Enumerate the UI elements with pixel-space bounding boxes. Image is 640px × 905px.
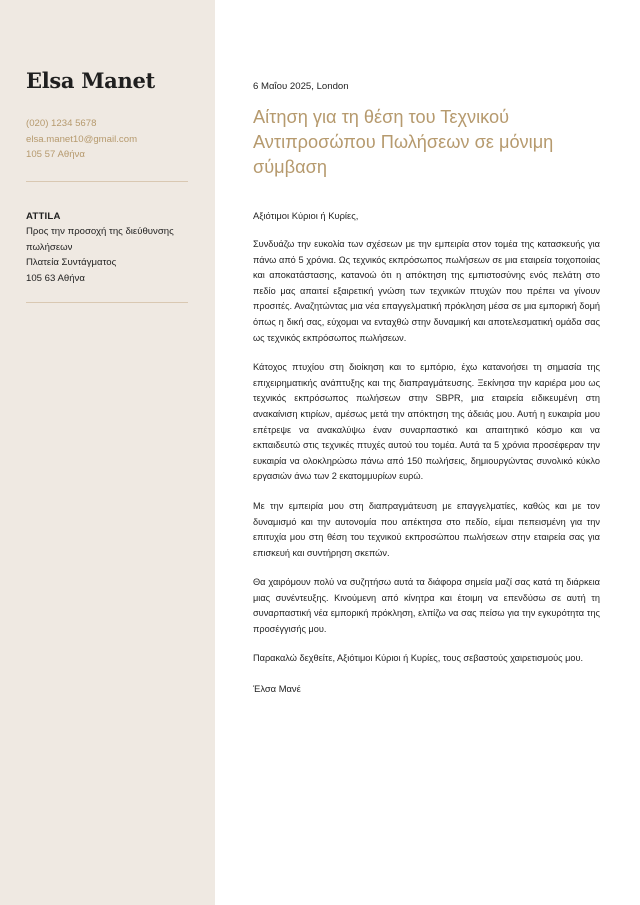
- recipient-name: ATTILA: [26, 210, 61, 222]
- salutation: Αξιότιμοι Κύριοι ή Κυρίες,: [253, 210, 359, 221]
- sidebar-divider-top: [26, 181, 188, 182]
- sidebar: [0, 0, 215, 905]
- paragraph-interview: Θα χαιρόμουν πολύ να συζητήσω αυτά τα διάφορα σημεία μαζί σας κατά τη διάρκεια μιας συνέντευξης. Κινούμενη από κίνητρα και έτοιμη να επενδύσω σε αυτή τη συναρπαστική νέα εμπορική πρόκληση, ελπίζω να σας πείσω για την εγκυρότητα της προσέγγισής μου.: [253, 577, 600, 635]
- sender-address: 105 57 Αθήνα: [26, 149, 85, 160]
- letter-subject: Αίτηση για τη θέση του Τεχνικού Αντιπροσώπου Πωλήσεων σε μόνιμη σύμβαση: [253, 107, 554, 177]
- letter-body: [215, 0, 640, 905]
- recipient-city: 105 63 Αθήνα: [26, 272, 85, 284]
- sender-email: elsa.manet10@gmail.com: [26, 133, 138, 145]
- paragraph-motivation: Με την εμπειρία μου στη διαπραγμάτευση με επαγγελματίες, καθώς και με τον δυναμισμό και την αυτονομία που απέκτησα στο πεδίο, είμαι πεπεισμένη για την επιτυχία μου στη θέση του τεχνικού εκπροσώπου πωλήσεων στην εταιρεία σας για επισκευή και συντήρηση σκεπών.: [253, 500, 600, 558]
- recipient-attention: Προς την προσοχή της διεύθυνσης πωλήσεων: [26, 226, 174, 253]
- sender-phone: (020) 1234 5678: [26, 118, 97, 129]
- signature: Έλσα Μανέ: [253, 683, 301, 695]
- paragraph-experience: Κάτοχος πτυχίου στη διοίκηση και το εμπόριο, έχω κατανοήσει τη σημασία της επιχειρηματικής ανάπτυξης και της διαπραγμάτευσης. Ξεκίνησα την καριέρα μου ως τεχνικός εκπρόσωπος πωλήσεων στην SBPR, μια εταιρεία ειδικευμένη στη ανακαίνιση κτιρίων, αμέσως μετά την απόκτηση της άδειάς μου. Αυτή η ευκαιρία μου επέτρεψε να ανακαλύψω έναν συναρπαστικό και απαιτητικό κόσμο και να εκπαιδευτώ στις τεχνικές πτυχές αυτού του τομέα. Αυτά τα 5 χρόνια προσέφεραν την ευκαιρία να ολοκληρώσω πάνω από 150 πωλήσεις, δημιουργώντας συνολικό κύκλο εργασιών άνω των 2 εκατομμυρίων ευρώ.: [253, 362, 600, 482]
- recipient-street: Πλατεία Συντάγματος: [26, 257, 117, 269]
- sender-name: Elsa Manet: [26, 68, 155, 93]
- recipient-block: [26, 209, 191, 287]
- sidebar-divider-bottom: [26, 302, 188, 303]
- paragraph-intro: Συνδυάζω την ευκολία των σχέσεων με την εμπειρία στον τομέα της κατασκευής για πάνω από 5 χρόνια. Ως τεχνικός εκπρόσωπος πωλήσεων σε μια εταιρεία τοιχοποιίας και αποκατάστασης, κατανοώ ότι η απόκτηση της εμπιστοσύνης ενός πελάτη στο πεδίο μας απαιτεί εξαιρετική γνώση των τεχνικών πτυχών που πρέπει να γίνουν προσιτές. Αναζητώντας μια νέα επαγγελματική πρόκληση μέσα σε μια εμπορική δομή όπως η δική σας, εύχομαι να ενταχθώ στην δυναμική και αποτελεσματική ομάδα σας ως τεχνικός εκπρόσωπος πωλήσεων.: [253, 239, 600, 343]
- date-place: 6 Μαΐου 2025, London: [253, 81, 349, 92]
- contact-block: [26, 116, 189, 163]
- closing: Παρακαλώ δεχθείτε, Αξιότιμοι Κύριοι ή Κυρίες, τους σεβαστούς χαιρετισμούς μου.: [253, 652, 584, 663]
